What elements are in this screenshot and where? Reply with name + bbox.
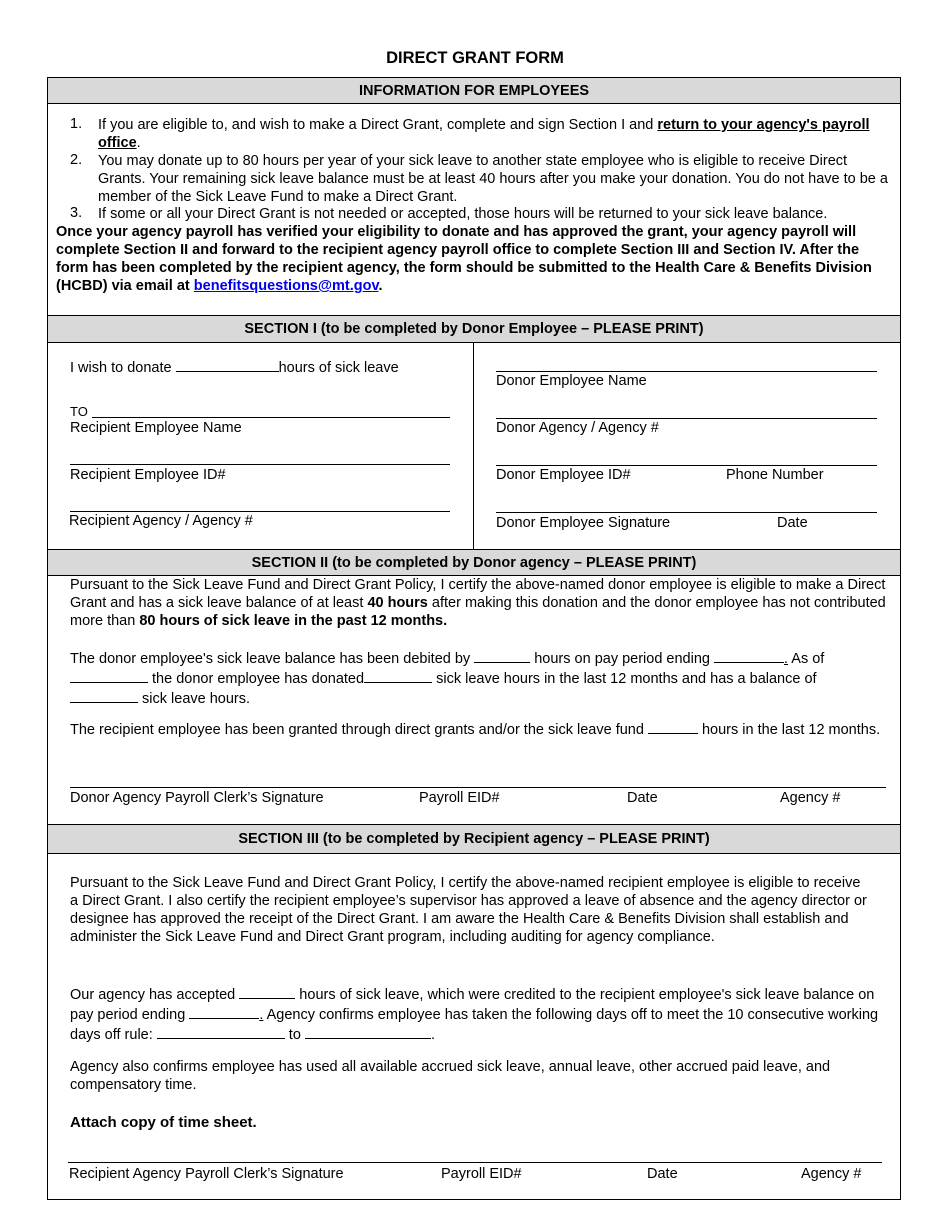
s3-p2a: Our agency has accepted xyxy=(70,987,240,1003)
s3-p2f: . xyxy=(430,1027,435,1043)
info-bold-end: . xyxy=(378,278,383,294)
donate-hours-post: hours of sick leave xyxy=(278,360,399,376)
days-off-from-blank[interactable] xyxy=(157,1024,285,1039)
s3-p2e: to xyxy=(284,1027,305,1043)
recipient-payroll-eid-label: Payroll EID# xyxy=(441,1166,522,1182)
s2-p2c: . xyxy=(784,651,789,667)
s2-40-hours: 40 hours xyxy=(367,595,428,611)
s2-p2b: hours on pay period ending xyxy=(530,651,715,667)
recipient-clerk-signature-label: Recipient Agency Payroll Clerk’s Signature xyxy=(69,1166,344,1182)
section3-certify-paragraph: Pursuant to the Sick Leave Fund and Direct Grant Policy, I certify the above-named recipient employee is eligible to receive a Direct Grant. I also certify the recipient employee’s supervisor has approved a leave of absence and the agency director or designee has approved the receipt of the Direct Grant. I am aware the Health Care & Benefits Division shall establish and administer the Sick Leave Fund and Direct Grant program, including auditing for agency compliance. xyxy=(70,875,867,945)
debited-hours-blank[interactable] xyxy=(474,648,530,663)
attach-timesheet-note: Attach copy of time sheet. xyxy=(70,1114,257,1131)
s2-p2a: The donor employee's sick leave balance has been debited by xyxy=(70,651,475,667)
info-bold-paragraph xyxy=(56,223,891,295)
recipient-name-line[interactable] xyxy=(92,417,450,418)
recipient-id-label: Recipient Employee ID# xyxy=(70,467,226,483)
section1-header: SECTION I (to be completed by Donor Employee – PLEASE PRINT) xyxy=(47,315,901,343)
s2-p3a: The recipient employee has been granted through direct grants and/or the sick leave fund xyxy=(70,722,648,738)
s3-p2d: Agency confirms employee has taken the following days off to meet the 10 consecutive working days off rule: xyxy=(70,1007,879,1043)
donate-hours-pre: I wish to donate xyxy=(70,360,176,376)
recipient-agency-label: Recipient Agency / Agency # xyxy=(69,513,253,529)
s3-p2b: hours of sick leave, which were credited to the recipient employee's sick leave balance on pay period ending xyxy=(70,987,875,1023)
donate-hours-row xyxy=(70,357,399,377)
section2-header: SECTION II (to be completed by Donor agency – PLEASE PRINT) xyxy=(47,549,901,576)
phone-label: Phone Number xyxy=(726,467,824,483)
section2-granted-paragraph xyxy=(70,719,890,739)
s2-p2g: sick leave hours. xyxy=(138,691,251,707)
donate-hours-blank[interactable] xyxy=(176,357,279,372)
s2-p3b: hours in the last 12 months. xyxy=(697,722,881,738)
info-item-1-text: If you are eligible to, and wish to make a Direct Grant, complete and sign Section I and xyxy=(98,117,658,133)
donor-agency-label: Donor Agency / Agency # xyxy=(496,420,659,436)
item2-number: 2. xyxy=(70,152,83,168)
donor-id-label: Donor Employee ID# xyxy=(496,467,631,483)
donor-signature-label: Donor Employee Signature xyxy=(496,515,671,531)
section2-certify-paragraph xyxy=(70,576,896,630)
item3-number: 3. xyxy=(70,205,83,221)
s2-p1a: Pursuant to the Sick Leave Fund and Direct Grant Policy, I certify the above-named donor employee is eligible to make a Direct Grant and has a sick leave balance of at least xyxy=(70,577,886,611)
recipient-clerk-date-label: Date xyxy=(647,1166,678,1182)
section2-debit-paragraph xyxy=(70,648,882,708)
recipient-name-label: Recipient Employee Name xyxy=(70,420,242,436)
s2-p1c: after making this donation and the donor employee has not contributed more than xyxy=(70,595,886,629)
info-bold-text: Once your agency payroll has verified your eligibility to donate and has approved the grant, your agency payroll will complete Section II and forward to the recipient agency payroll office to complete Section III and Section IV. After the form has been completed by the recipient agency, the form should be submitted to the Health Care & Benefits Division (HCBD) via email at xyxy=(56,224,872,294)
pay-period-blank[interactable] xyxy=(714,648,784,663)
section1-divider xyxy=(473,343,474,549)
donor-agency-number-label: Agency # xyxy=(780,790,841,806)
s2-p2f: sick leave hours in the last 12 months and has a balance of xyxy=(432,671,817,687)
form-title: DIRECT GRANT FORM xyxy=(386,49,564,67)
section3-confirm-paragraph: Agency also confirms employee has used all available accrued sick leave, annual leave, other accrued paid leave, and compensatory time. xyxy=(70,1059,831,1093)
donated-hours-blank[interactable] xyxy=(364,668,432,683)
donor-clerk-signature-label: Donor Agency Payroll Clerk’s Signature xyxy=(70,790,324,806)
accepted-hours-blank[interactable] xyxy=(239,984,295,999)
info-item-1-end: . xyxy=(136,135,141,151)
return-to-payroll-text: return to your agency's payroll office xyxy=(98,117,870,151)
donor-name-label: Donor Employee Name xyxy=(496,373,647,389)
info-item-1 xyxy=(98,116,878,152)
info-item-2: You may donate up to 80 hours per year of your sick leave to another state employee who is eligible to receive Direct Grants. Your remaining sick leave balance must be at least 40 hours after you make your donation. You do not have to be a member of the Sick Leave Fund to make a Direct Grant. xyxy=(98,153,888,205)
recipient-agency-number-label: Agency # xyxy=(801,1166,862,1182)
recipient-clerk-signature-line[interactable] xyxy=(68,1162,882,1163)
s3-p2c: . xyxy=(259,1007,264,1023)
days-off-to-blank[interactable] xyxy=(305,1024,431,1039)
s2-p2e: the donor employee has donated xyxy=(148,671,365,687)
item1-number: 1. xyxy=(70,116,83,132)
donor-date-label: Date xyxy=(777,515,808,531)
s2-p2d: As of xyxy=(788,651,825,667)
email-link[interactable]: benefitsquestions@mt.gov xyxy=(193,278,379,294)
section3-accepted-paragraph xyxy=(70,984,886,1044)
donor-clerk-date-label: Date xyxy=(627,790,658,806)
to-label: TO xyxy=(70,404,88,419)
donor-signature-line[interactable] xyxy=(496,512,877,513)
balance-hours-blank[interactable] xyxy=(70,688,138,703)
granted-hours-blank[interactable] xyxy=(648,719,698,734)
s2-80-hours: 80 hours of sick leave in the past 12 months. xyxy=(139,613,448,629)
recipient-id-line[interactable] xyxy=(70,464,450,465)
donor-payroll-eid-label: Payroll EID# xyxy=(419,790,500,806)
donor-clerk-signature-line[interactable] xyxy=(70,787,886,788)
info-header: INFORMATION FOR EMPLOYEES xyxy=(47,77,901,104)
section3-header: SECTION III (to be completed by Recipient agency – PLEASE PRINT) xyxy=(47,824,901,854)
info-item-3: If some or all your Direct Grant is not needed or accepted, those hours will be returned to your sick leave balance. xyxy=(98,206,828,222)
s3-pay-period-blank[interactable] xyxy=(189,1004,259,1019)
as-of-date-blank[interactable] xyxy=(70,668,148,683)
